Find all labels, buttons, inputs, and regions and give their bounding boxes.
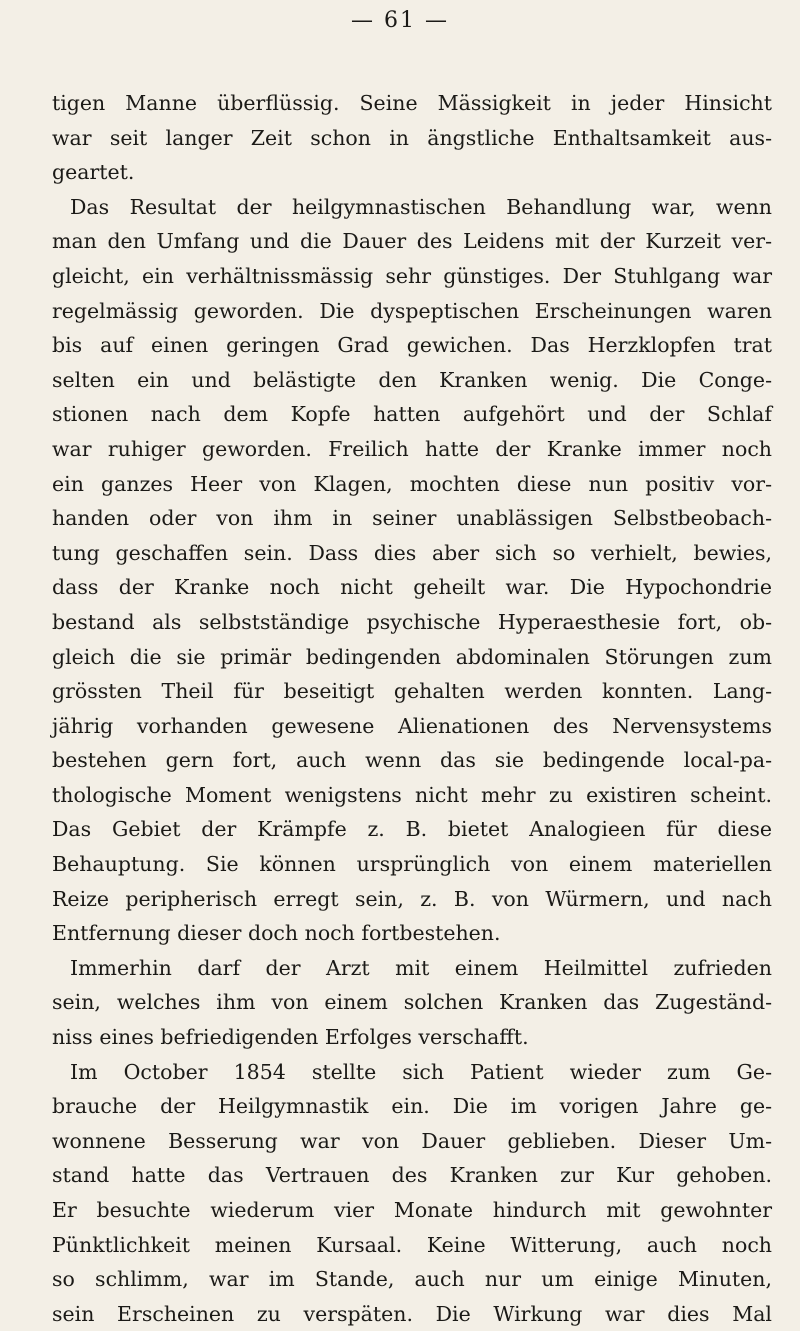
text-line: Reize peripherisch erregt sein, z. B. von Würmern, und nach xyxy=(52,886,772,911)
text-line: stand hatte das Vertrauen des Kranken zur Kur gehoben. xyxy=(52,1163,772,1188)
text-line: Entfernung dieser doch noch fortbestehen. xyxy=(52,921,501,946)
text-line: tigen Manne überflüssig. Seine Mässigkeit in jeder Hinsicht xyxy=(52,91,772,115)
text-line: Das Gebiet der Krämpfe z. B. bietet Analogieen für diese xyxy=(52,817,772,842)
text-line: ein ganzes Heer von Klagen, mochten diese nun positiv vor- xyxy=(52,471,772,496)
text-line: stionen nach dem Kopfe hatten aufgehört und der Schlaf xyxy=(52,402,772,427)
text-line: Behauptung. Sie können ursprünglich von einem materiellen xyxy=(52,852,772,877)
text-line: bis auf einen geringen Grad gewichen. Das Herzklopfen trat xyxy=(52,333,772,358)
text-line: tung geschaffen sein. Dass dies aber sich so verhielt, bewies, xyxy=(52,540,772,565)
text-line: brauche der Heilgymnastik ein. Die im vorigen Jahre ge- xyxy=(52,1094,772,1119)
text-line: handen oder von ihm in seiner unablässigen Selbstbeobach- xyxy=(52,506,772,531)
text-line: Im October 1854 stellte sich Patient wieder zum Ge- xyxy=(70,1059,772,1084)
text-line: dass der Kranke noch nicht geheilt war. Die Hypochondrie xyxy=(52,575,772,600)
text-line: Er besuchte wiederum vier Monate hindurch mit gewohnter xyxy=(52,1198,772,1222)
text-line: thologische Moment wenigstens nicht mehr zu existiren scheint. xyxy=(52,782,772,807)
page-number: — 61 — xyxy=(351,8,449,33)
body-text xyxy=(52,86,772,1331)
text-line: Das Resultat der heilgymnastischen Behandlung war, wenn xyxy=(70,194,772,219)
text-line: bestehen gern fort, auch wenn das sie bedingende local-pa- xyxy=(52,748,772,773)
text-line: so schlimm, war im Stande, auch nur um einige Minuten, xyxy=(52,1267,772,1292)
text-line: selten ein und belästigte den Kranken wenig. Die Conge- xyxy=(52,367,772,392)
text-line: grössten Theil für beseitigt gehalten werden konnten. Lang- xyxy=(52,679,772,704)
text-line: wonnene Besserung war von Dauer geblieben. Dieser Um- xyxy=(52,1128,772,1153)
text-line: war seit langer Zeit schon in ängstliche Enthaltsamkeit aus- xyxy=(52,125,772,150)
text-line: jährig vorhanden gewesene Alienationen des Nervensystems xyxy=(52,713,772,738)
text-line: niss eines befriedigenden Erfolges verschafft. xyxy=(52,1025,529,1050)
text-line: geartet. xyxy=(52,160,135,185)
text-line: regelmässig geworden. Die dyspeptischen Erscheinungen waren xyxy=(52,298,772,323)
text-line: Pünktlichkeit meinen Kursaal. Keine Witterung, auch noch xyxy=(52,1232,772,1257)
text-line: gleicht, ein verhältnissmässig sehr günstiges. Der Stuhlgang war xyxy=(52,263,772,288)
text-line: sein Erscheinen zu verspäten. Die Wirkung war dies Mal xyxy=(52,1301,772,1326)
text-line: sein, welches ihm von einem solchen Kranken das Zugeständ- xyxy=(52,990,772,1015)
text-line: Immerhin darf der Arzt mit einem Heilmittel zufrieden xyxy=(70,955,772,980)
text-line: man den Umfang und die Dauer des Leidens mit der Kurzeit ver- xyxy=(52,229,772,254)
text-line: bestand als selbstständige psychische Hyperaesthesie fort, ob- xyxy=(52,609,772,634)
text-line: war ruhiger geworden. Freilich hatte der Kranke immer noch xyxy=(52,436,772,461)
text-line: gleich die sie primär bedingenden abdominalen Störungen zum xyxy=(52,644,772,669)
